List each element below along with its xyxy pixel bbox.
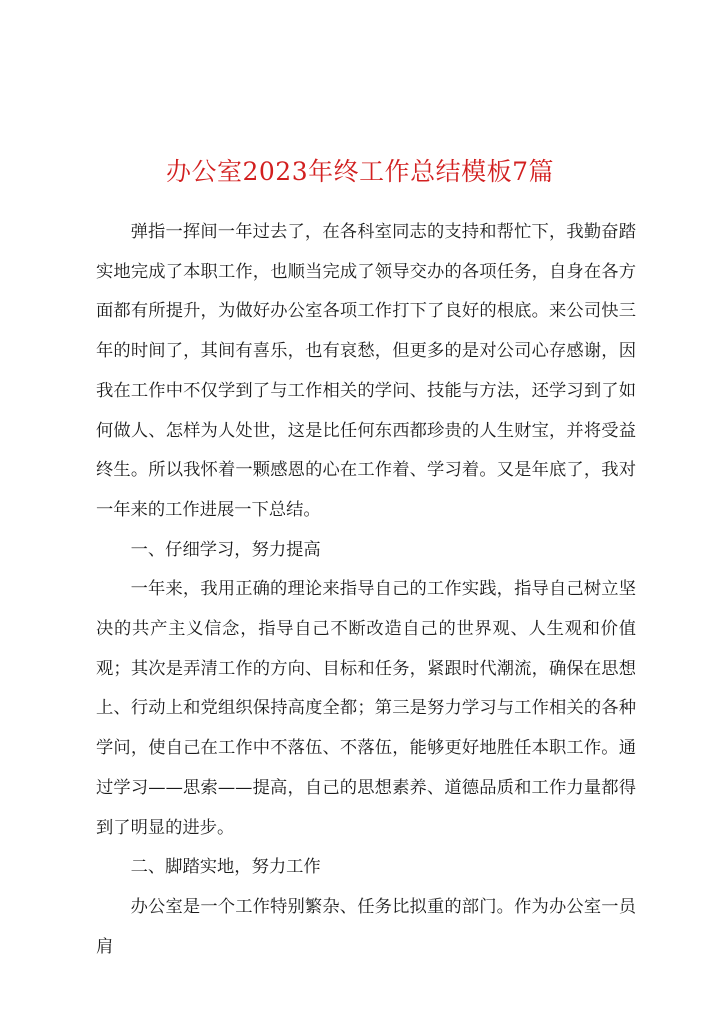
paragraph-section-2: 办公室是一个工作特别繁杂、任务比拟重的部门。作为办公室一员肩	[96, 896, 636, 957]
document-body	[96, 213, 636, 967]
document-title: 办公室2023年终工作总结模板7篇	[165, 157, 555, 186]
paragraph-section-1: 一年来，我用正确的理论来指导自己的工作实践，指导自己树立坚决的共产主义信念，指导自己不断改造自己的世界观、人生观和价值观；其次是弄清工作的方向、目标和任务，紧跟时代潮流，确保在思想上、行动上和党组织保持高度全都；第三是努力学习与工作相关的各种学问，使自己在工作中不落伍、不落伍，能够更好地胜任本职工作。通过学习——思索——提高，自己的思想素养、道德品质和工作力量都得到了明显的进步。	[96, 579, 636, 838]
section-heading-2: 二、脚踏实地，努力工作	[130, 857, 321, 878]
paragraph-intro: 弹指一挥间一年过去了，在各科室同志的支持和帮忙下，我勤奋踏实地完成了本职工作，也顺当完成了领导交办的各项任务，自身在各方面都有所提升，为做好办公室各项工作打下了良好的根底。来公司快三年的时间了，其间有喜乐，也有哀愁，但更多的是对公司心存感谢，因我在工作中不仅学到了与工作相关的学问、技能与方法，还学习到了如何做人、怎样为人处世，这是比任何东西都珍贵的人生财宝，并将受益终生。所以我怀着一颗感恩的心在工作着、学习着。又是年底了，我对一年来的工作进展一下总结。	[96, 222, 636, 520]
section-heading-1: 一、仔细学习，努力提高	[130, 539, 321, 560]
